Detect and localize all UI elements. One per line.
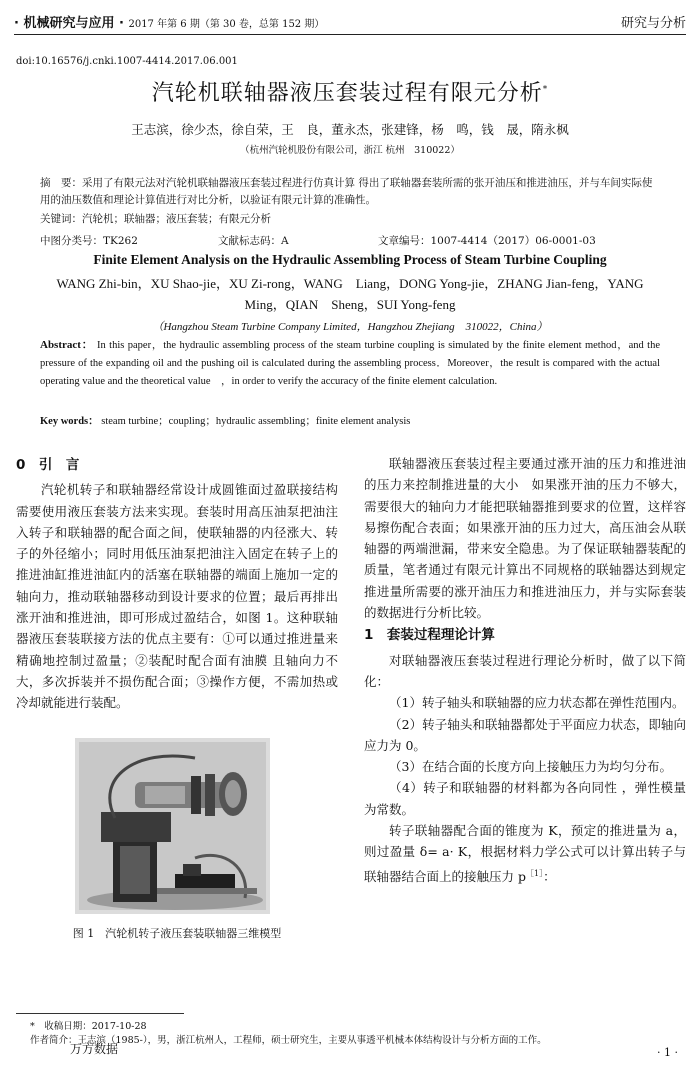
list-item-3: （3）在结合面的长度方向上接触压力为均匀分布。: [389, 759, 672, 775]
list-item-1: （1）转子轴头和联轴器的应力状态都在弹性范围内。: [389, 695, 685, 711]
journal-name: · 机械研究与应用 · 2017 年第 6 期（第 30 卷，总第 152 期）: [14, 16, 325, 31]
figure-1: [75, 738, 270, 914]
english-title: Finite Element Analysis on the Hydraulic Assembling Process of Steam Turbine Coupling: [93, 252, 607, 267]
section-1-paragraph: 转子联轴器配合面的锥度为 K，预定的推进量为 a，则过盈量 δ= a· K，根据材料力学公式可以计算出转子与联轴器结合面上的接触压力 $p^{[1]}$：: [364, 823, 686, 884]
citation: ［1］: [525, 868, 544, 878]
clc-number: 中图分类号：TK262: [40, 235, 138, 247]
issue-info: 2017 年第 6 期（第 30 卷，总第 152 期）: [128, 19, 325, 30]
english-abstract: Abstract： In this paper，the hydraulic assembling process of the steam turbine coupling is simulated by the finite element method，and the pressure of the expanding oil and the pushing oil is calculated during the assembling process．Moreover，the result is compared with the actual operating value and the theoretical value ，in order to verify the accuracy of the finite element calculation.: [40, 339, 660, 387]
english-authors: WANG Zhi-bin，XU Shao-jie，XU Zi-rong，WANG Liang，DONG Yong-jie，ZHANG Jian-feng，YANG Ming，QIAN Sheng，SUI Yong-feng: [56, 276, 657, 312]
affiliation: （杭州汽轮机股份有限公司，浙江 杭州 310022）: [240, 145, 460, 156]
abstract-zh: 摘 要：采用了有限元法对汽轮机联轴器液压套装过程进行仿真计算 得出了联轴器套装所需的张开油压和推进油压，并与车间实际使用的油压数值和理论计算值进行对比分析，以验证有限元计算的准确性。: [40, 177, 653, 206]
intro-paragraph: 汽轮机转子和联轴器经常设计成圆锥面过盈联接结构需要使用液压套装方法来实现。套装时用高压油泵把油注入转子和联轴器的配合面之间，使联轴器的内径涨大、转子的外径缩小；同时用低压油泵把油注入固定在转子上的推进油缸推进油缸内的活塞在联轴器的端面上施加一定的轴向力，推动联轴器移动到设计要求的位置；最后再排出涨开油和推进油，即可形成过盈结合，如图 1。这种联轴器液压套装联接方法的优点主要有：①可以通过推进量来精确地控制过盈量；②装配时配合面有油膜 且轴向力不大，多次拆装并不损伤配合面；③操作方便，不需加热或冷却就能进行装配。: [16, 482, 338, 711]
document-code: 文献标志码：A: [218, 235, 289, 247]
list-item-2: （2）转子轴头和联轴器都处于平面应力状态，即轴向应力为 0。: [364, 716, 686, 753]
article-number: 文章编号：1007-4414（2017）06-0001-03: [378, 235, 596, 247]
authors: 王志滨，徐少杰，徐自荣，王 良，董永杰，张建锋，杨 鸣，钱 晟，隋永枫: [131, 122, 569, 137]
keywords-zh: 关键词：汽轮机；联轴器；液压套装；有限元分析: [40, 213, 271, 225]
right-column: [364, 453, 686, 887]
left-column: [16, 453, 338, 714]
paper-title: 汽轮机联轴器液压套装过程有限元分析*: [151, 81, 549, 106]
author-bio: 作者简介：王志滨（1985-），男，浙江杭州人，工程师，硕士研究生，主要从事透平机械本体结构设计与分析方面的工作。: [30, 1035, 547, 1046]
list-item-4: （4）转子和联轴器的材料都为各向同性 ，弹性模量为常数。: [364, 780, 686, 817]
figure-caption: 图 1 汽轮机转子液压套装联轴器三维模型: [72, 927, 282, 940]
section-name: 研究与分析: [620, 16, 686, 31]
footnote-marker: *: [30, 1021, 35, 1032]
right-paragraph: 联轴器液压套装过程主要通过涨开油的压力和推进油的压力来控制推进量的大小 如果涨开油的压力不够大，需要很大的轴向力才能把联轴器推到要求的位置，这样容易擦伤配合表面；如果涨开油的压力过大，高压油会从联轴器的两端泄漏，带来安全隐患。为了保证联轴器装配的质量，笔者通过有限元计算出不同规格的联轴器达到规定推进量所需要的涨开油压力和推进油压力，并与实际套装的数据进行分析比较。: [364, 456, 686, 621]
watermark: 万方数据: [70, 1042, 119, 1056]
page-number: · 1 ·: [657, 1046, 678, 1059]
footnote-divider: [16, 1013, 184, 1014]
section-1-intro: 对联轴器液压套装过程进行理论分析时，做了以下简化：: [364, 652, 686, 689]
intro-heading: 0 引 言: [16, 457, 80, 473]
coupling-3d-model-image: [75, 738, 270, 914]
received-date: 收稿日期：2017-10-28: [44, 1021, 147, 1032]
english-keywords: Key words： steam turbine；coupling；hydraulic assembling；finite element analysis: [40, 416, 411, 427]
english-affiliation: （Hangzhou Steam Turbine Company Limited，Hangzhou Zhejiang 310022，China）: [152, 321, 548, 333]
doi: doi:10.16576/j.cnki.1007-4414.2017.06.001: [16, 56, 238, 67]
running-header: [14, 8, 686, 35]
title-footnote-mark: *: [542, 84, 549, 95]
section-1-heading: 1 套装过程理论计算: [364, 627, 495, 644]
